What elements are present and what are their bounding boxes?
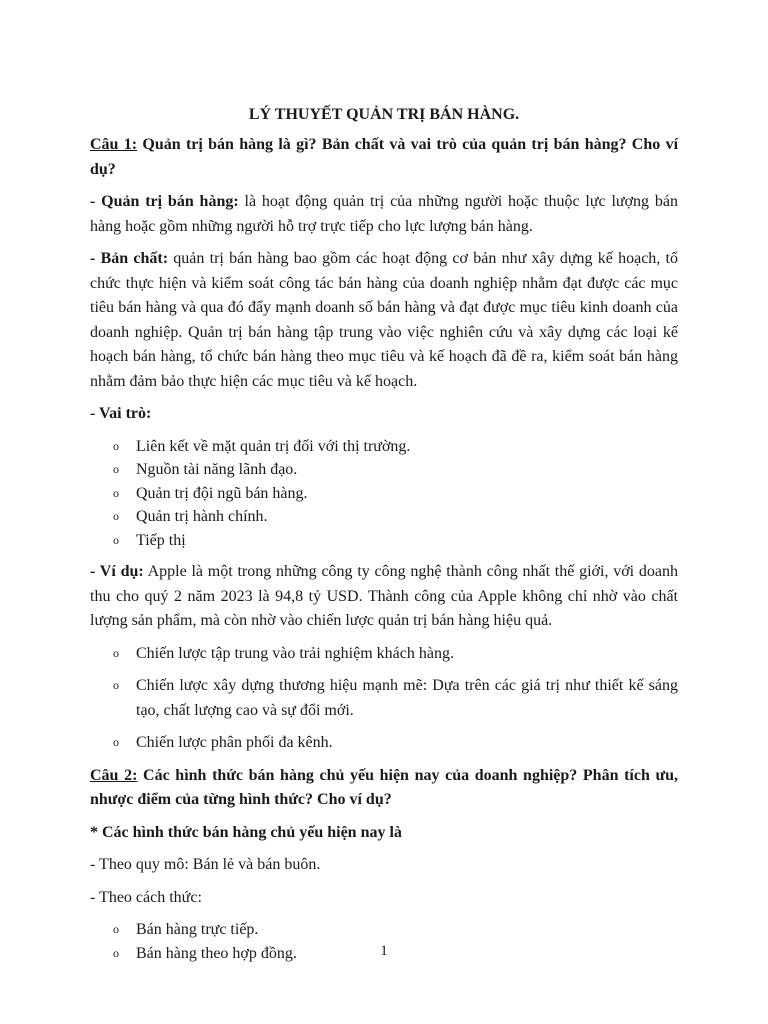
bullet-circle-icon: o xyxy=(113,509,119,523)
list-item: o Quản trị đội ngũ bán hàng. xyxy=(90,482,678,506)
roles-list xyxy=(90,435,678,553)
bullet-circle-icon: o xyxy=(113,532,119,547)
forms-method: - Theo cách thức: xyxy=(90,888,202,906)
bullet-circle-icon: o xyxy=(113,945,119,960)
definition-text: là hoạt động quản trị của những người hoặc thuộc lực lượng bán hàng hoặc gồm những người hỗ trợ trực tiếp cho lực lượng bán hàng. xyxy=(90,193,678,235)
bullet-circle-icon: o xyxy=(113,438,119,453)
definition-label: - Quản trị bán hàng: xyxy=(90,193,239,210)
document-body xyxy=(90,104,678,973)
definition-paragraph xyxy=(90,190,678,239)
list-item: o Nguồn tài năng lãnh đạo. xyxy=(90,458,678,482)
example-list xyxy=(90,642,678,756)
bullet-circle-icon: o xyxy=(113,678,119,692)
roles-heading: - Vai trò: xyxy=(90,405,152,422)
list-item: o Chiến lược xây dựng thương hiệu mạnh mẽ: Dựa trên các giá trị như thiết kế sáng tạo, chất lượng cao và sự đổi mới. xyxy=(90,674,678,723)
list-item: o Liên kết về mặt quản trị đối với thị trường. xyxy=(90,435,678,459)
forms-scale: - Theo quy mô: Bán lẻ và bán buôn. xyxy=(90,856,321,873)
bullet-circle-icon: o xyxy=(113,485,119,500)
example-text: Apple là một trong những công ty công nghệ thành công nhất thế giới, với doanh thu cho quý 2 năm 2023 là 94,8 tỷ USD. Thành công của Apple không chỉ nhờ vào chất lượng sản phẩm, mà còn nhờ vào chiến lược quản trị bán hàng hiệu quả. xyxy=(90,563,679,629)
question-2-label: Câu 2: xyxy=(90,766,138,784)
bullet-circle-icon: o xyxy=(113,645,119,660)
example-paragraph xyxy=(90,560,678,634)
page-number: 1 xyxy=(380,943,388,959)
bullet-circle-icon: o xyxy=(113,462,119,476)
nature-paragraph xyxy=(90,247,678,394)
list-item: o Tiếp thị xyxy=(90,529,678,553)
question-1-text: Quản trị bán hàng là gì? Bản chất và vai trò của quản trị bán hàng? Cho ví dụ? xyxy=(90,136,679,178)
example-label: - Ví dụ: xyxy=(90,563,144,580)
question-2 xyxy=(90,764,678,813)
list-item: o Bán hàng theo hợp đồng. xyxy=(90,942,678,966)
bullet-circle-icon: o xyxy=(113,922,119,936)
list-item: o Bán hàng trực tiếp. xyxy=(90,918,678,942)
question-2-text: Các hình thức bán hàng chủ yếu hiện nay của doanh nghiệp? Phân tích ưu, nhược điểm của từng hình thức? Cho ví dụ? xyxy=(90,766,678,808)
nature-label: - Bản chất: xyxy=(90,250,169,267)
document-title: LÝ THUYẾT QUẢN TRỊ BÁN HÀNG. xyxy=(248,106,520,123)
list-item: o Chiến lược phân phối đa kênh. xyxy=(90,731,678,756)
bullet-circle-icon: o xyxy=(113,735,119,749)
nature-text: quản trị bán hàng bao gồm các hoạt động cơ bản như xây dựng kế hoạch, tổ chức thực hiện và kiểm soát công tác bán hàng của doanh nghiệp nhằm đạt được các mục tiêu bán hàng và qua đó đẩy mạnh doanh số bán hàng và đạt được mục tiêu kinh doanh của doanh nghiệp. Quản trị bán hàng tập trung vào việc nghiên cứu và xây dựng các loại kế hoạch bán hàng, tổ chức bán hàng theo mục tiêu và kế hoạch đã đề ra, kiểm soát bán hàng nhằm đảm bảo thực hiện các mục tiêu và kế hoạch. xyxy=(90,250,678,390)
list-item: o Chiến lược tập trung vào trải nghiệm khách hàng. xyxy=(90,642,678,667)
question-1-label: Câu 1: xyxy=(90,136,138,153)
question-1 xyxy=(90,133,678,182)
forms-heading: * Các hình thức bán hàng chủ yếu hiện nay là xyxy=(90,823,402,841)
list-item: o Quản trị hành chính. xyxy=(90,505,678,529)
